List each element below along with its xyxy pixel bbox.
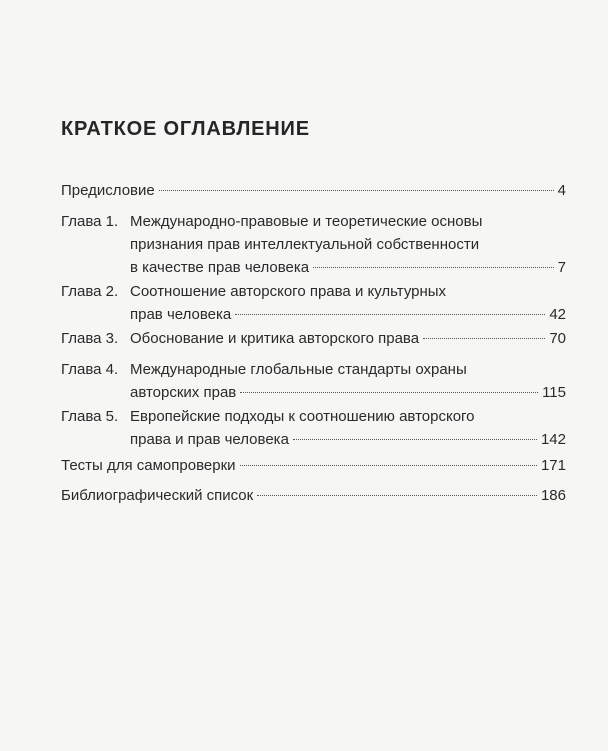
- toc-page-number: 115: [542, 384, 566, 401]
- toc-entry-title-line: авторских прав: [130, 384, 237, 401]
- toc-entry-title-line: прав человека: [130, 306, 232, 323]
- toc-entry-title-line: права и прав человека: [130, 431, 289, 448]
- chapter-label: Глава 4.: [61, 361, 119, 378]
- dot-leader: [159, 190, 554, 191]
- dot-leader: [293, 439, 537, 440]
- toc-entry-title-line: Европейские подходы к соотношению авторского: [130, 408, 475, 425]
- toc-entry-title: Библиографический список: [61, 487, 254, 504]
- dot-leader: [240, 392, 538, 393]
- toc-page-number: 42: [549, 306, 566, 323]
- chapter-label: Глава 3.: [61, 330, 119, 347]
- toc-entry-chapter-3[interactable]: [61, 327, 566, 350]
- chapter-label: Глава 5.: [61, 408, 119, 425]
- dot-leader: [235, 314, 545, 315]
- toc-entry-chapter-2[interactable]: [61, 280, 566, 326]
- toc-page-number: 70: [549, 330, 566, 347]
- toc-page-number: 142: [540, 431, 566, 448]
- dot-leader: [423, 338, 545, 339]
- toc-entry-title-line: Обоснование и критика авторского права: [130, 330, 420, 347]
- toc-entry-title-line: Международно-правовые и теоретические основы: [130, 213, 483, 230]
- toc-entry-chapter-5[interactable]: [61, 405, 566, 451]
- toc-page-number: 4: [557, 182, 566, 199]
- chapter-label: Глава 1.: [61, 213, 119, 230]
- toc-entry-title-line: Международные глобальные стандарты охраны: [130, 361, 467, 378]
- toc-page-number: 186: [540, 487, 566, 504]
- toc-entry-title-line: Соотношение авторского права и культурных: [130, 283, 447, 300]
- dot-leader: [257, 495, 537, 496]
- toc-entry-bibliography[interactable]: [61, 484, 566, 507]
- toc-entry-self-tests[interactable]: [61, 454, 566, 477]
- toc-heading: КРАТКОЕ ОГЛАВЛЕНИЕ: [61, 118, 310, 140]
- toc-entry-chapter-4[interactable]: [61, 358, 566, 404]
- toc-entry-preface[interactable]: [61, 179, 566, 202]
- toc-page-number: 171: [540, 457, 566, 474]
- toc-entry-title: Предисловие: [61, 182, 155, 199]
- chapter-label: Глава 2.: [61, 283, 119, 300]
- toc-entry-chapter-1[interactable]: [61, 210, 566, 279]
- toc-entry-title: Тесты для самопроверки: [61, 457, 236, 474]
- dot-leader: [240, 465, 537, 466]
- toc-entry-title-line: в качестве прав человека: [130, 259, 310, 276]
- dot-leader: [313, 267, 554, 268]
- toc-entry-title-line: признания прав интеллектуальной собственности: [130, 236, 480, 253]
- toc-page-number: 7: [557, 259, 566, 276]
